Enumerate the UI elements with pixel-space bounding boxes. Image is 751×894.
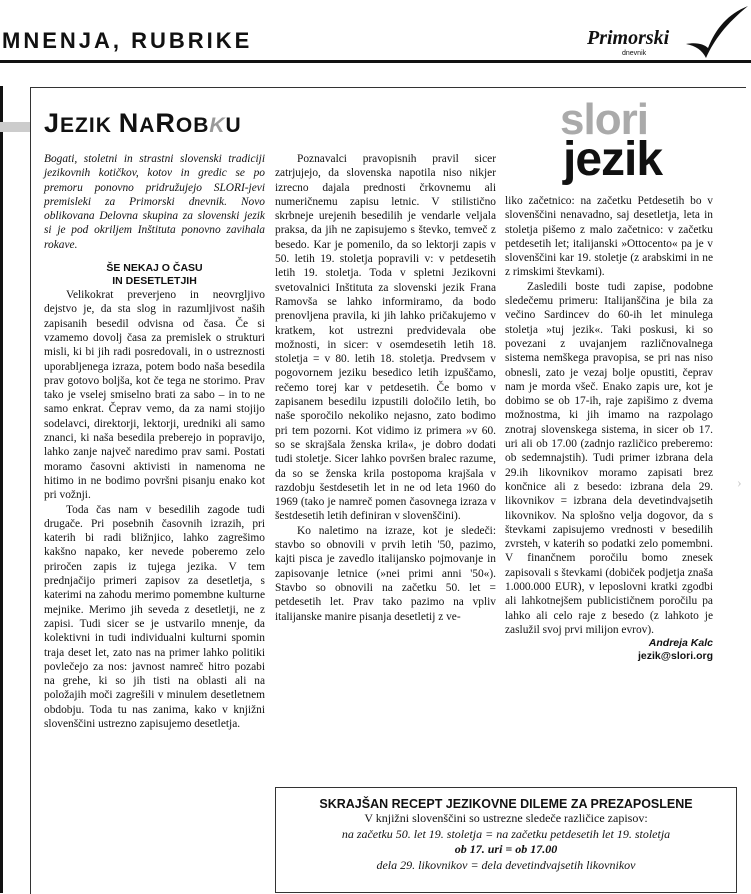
paragraph: Zasledili boste tudi zapise, podobne sledečemu primeru: Italijanščina je bila za večino Sardincev do 60-ih let minulega stoletja »tuj jezik«. Taki poskusi, ki so povezani z uvajanjem različnovalnega sistema nemškega pravopisa, se pri nas niso obnesli, zato je vezaj bolje opustiti, čeprav nam je morda všeč. Enako zapis ure, kot je dobimo se ob 17-ih, raje zapišimo z dvema možnostma, ki jih imamo na razpolago znotraj slovenskega sistema, in sicer ob 17. uri ali ob 17.00 (zadnjo različico preberemo: ob sedemnajstih). Tudi primer izbrana dela 29.ih likovnikov moramo zapisati brez končnice ali z besedo: izbrana dela 29. likovnikov = izbrana dela devetindvajsetih likovnikov. Na splošno velja dogovor, da s števkami zapisujemo vrednosti v besedilih zvrsteh, v katerih so podatki zelo pomembni. V finančnem poročilu bomo znesek zapisovali s števkami (dobiček podjetja znaša 1.000.000 EUR), v leposlovni kratki zgodbi ali lahkotnejšem publicističnem poročilu pa lahko ali celo raje z besedo (z lahkoto je zaslužil svoj prvi milijon evrov). [505,280,713,636]
article-column-2 [275,152,496,624]
recipe-line: ob 17. uri = ob 17.00 [454,842,558,856]
recipe-heading: SKRAJŠAN RECEPT JEZIKOVNE DILEME ZA PREZAPOSLENE [319,797,693,811]
newspaper-logo: Primorski [587,27,670,49]
newspaper-logo-sub: dnevnik [622,50,647,57]
section-title: MNENJA, RUBRIKE [2,28,253,53]
article-column-3 [505,194,713,663]
recipe-line: V knjižni slovenščini so ustrezne sledeče različice zapisov: [364,811,648,825]
page-edge-rule [0,86,3,893]
article-intro: Bogati, stoletni in strastni slovenski tradiciji jezikovnih kotičkov, kotov in gredic se po premoru ponovno pridružujejo SLORI-jevi premisleki za Primorski dnevnik. Novo oblikovana Delovna skupina za slovenski jezik si je pod okriljem Inštituta ponovno zavihala rokave. [44,153,265,251]
column-title: JEZIK NAROBKU [44,108,242,138]
paragraph: Toda čas nam v besedilih zagode tudi drugače. Pri posebnih časovnih izrazih, pri katerih bi radi bližnjico, lahko zagrešimo kakšno napako, ker nevede poberemo zelo priročen zapis iz tujega jezika. V tem prednjačijo primeri zapisov za desetletja, s katerimi na zahodu merimo pomembne kulturne mejnike. Merimo jih seveda z desetletji, ne z zapisi. Tudi sicer se je ustvarilo mnenje, da kolektivni in tudi individualni kulturni spomin traja deset let, zato nas na primer lahko politiki povlečejo za nos: javnost namreč hitro pozabi na grehe, ki so jih tisti na oblasti ali na položajih moči zagrešili v minulem desetletnem obdobju. Toda tu nas zanima, kako v knjižni slovenščini ustrezno zapisujemo desetletja. [44,503,265,730]
paragraph: Velikokrat preverjeno in neovrgljivo dejstvo je, da sta slog in razumljivost naših zapisanih besedil odvisna od časa. Če si vzamemo dovolj časa za premislek o strukturi misli, ki bi jih radi posredovali, in o ustreznosti uporabljenega izraza, potem bodo naša besedila prav gotovo boljša, kot če tega ne storimo. Prav tako je vselej smiselno brati za sabo – in to ne samo enkrat. Čeprav vemo, da za nami stojijo sodelavci, direktorji, lektorji, uredniki ali samo znanci, ki naša besedila preberejo in popravijo, lahko zanje največ naredimo prav sami. Postati moramo časovni aktivisti in namenoma ne hitimo in ne bodimo površni pisanju enako kot pri vožnji. [44,289,265,502]
recipe-box [275,787,737,893]
recipe-line: na začetku 50. let 19. stoletja = na začetku petdesetih let 19. stoletja [341,826,671,841]
subheading: ŠE NEKAJ O ČASU IN DESETLETJIH [106,262,203,288]
seagull-logo-icon [678,4,750,60]
recipe-line: dela 29. likovnikov = dela devetindvajsetih likovnikov [376,857,636,872]
author-email: jezik@slori.org [637,650,713,663]
paragraph: liko začetnico: na začetku Petdesetih bo v slovenščini nenavadno, saj desetletja, leta in stoletja pišemo z malo začetnico: v začetku petdesetih let; italijanski »Ottocento« pa je v slovenščini kar 19. stoletje (z arabskimi in ne z rimskimi števkami). [505,195,713,279]
grey-accent-bar [0,122,30,132]
page-fold-mark: › [737,476,742,491]
jezik-logo: jezik [563,133,663,186]
article-column-1 [44,152,265,731]
author-name: Andreja Kalc [648,637,713,650]
slori-logo: slori [560,95,648,144]
paragraph: Poznavalci pravopisnih pravil sicer zatrjujejo, da slovenska napotila niso nikjer izrecno dajala prednosti črkovnemu ali numeričnemu zapisu letnic. V stilistično skrbneje urejenih besedilih je vendarle veljala praksa, da jih ne zapisujemo s števko, temveč z besedo. Kar je pomenilo, da so lektorji zapis v 50. letih 19. stoletja popravili v: v petdesetih letih 19. stoletja. Toda v spletni Jezikovni svetovalnici Inštituta za slovenski jezik Frana Ramovša se lahko informiramo, da bodo prenovljena pravila, ki jih lahko pričakujemo v kratkem, kot ustrezni predvidevala obe možnosti, in sicer: v osemdesetih letih 18. stoletja = v 80. letih 18. stoletja. Predvsem v pogovornem jeziku besedico letih izpuščamo, rečemo torej kar v petdesetih. Če bomo v zapisanem besedilu izpustili določilo letih, bo naše sporočilo nekoliko nejasno, zato bodimo pri tem pozorni. Kot vidimo iz primera »v 60. so se skrajšala ženska krila«, je dobro dodati tudi stoletje. Sicer lahko površen bralec razume, da so se ženska krila postopoma krajšala v razdobju šestdesetih let in ne od leta 1960 do 1969 (tako je namreč pomen časovnega izraza v šestdesetih letih definiran v slovenščini). [275,153,496,523]
paragraph: Ko naletimo na izraze, kot je sledeči: stavbo so obnovili v prvih letih '50, pazimo, kajti pisca je zavedlo italijansko pojmovanje in zapisovanje letnice (»nei primi anni '50«). Stavbo so obnovili na začetku 50. let = petdesetih let. Prav tako pazimo na vpliv italijanske manire pisanja desetletij z ve- [275,524,496,623]
header-rule [0,60,751,63]
